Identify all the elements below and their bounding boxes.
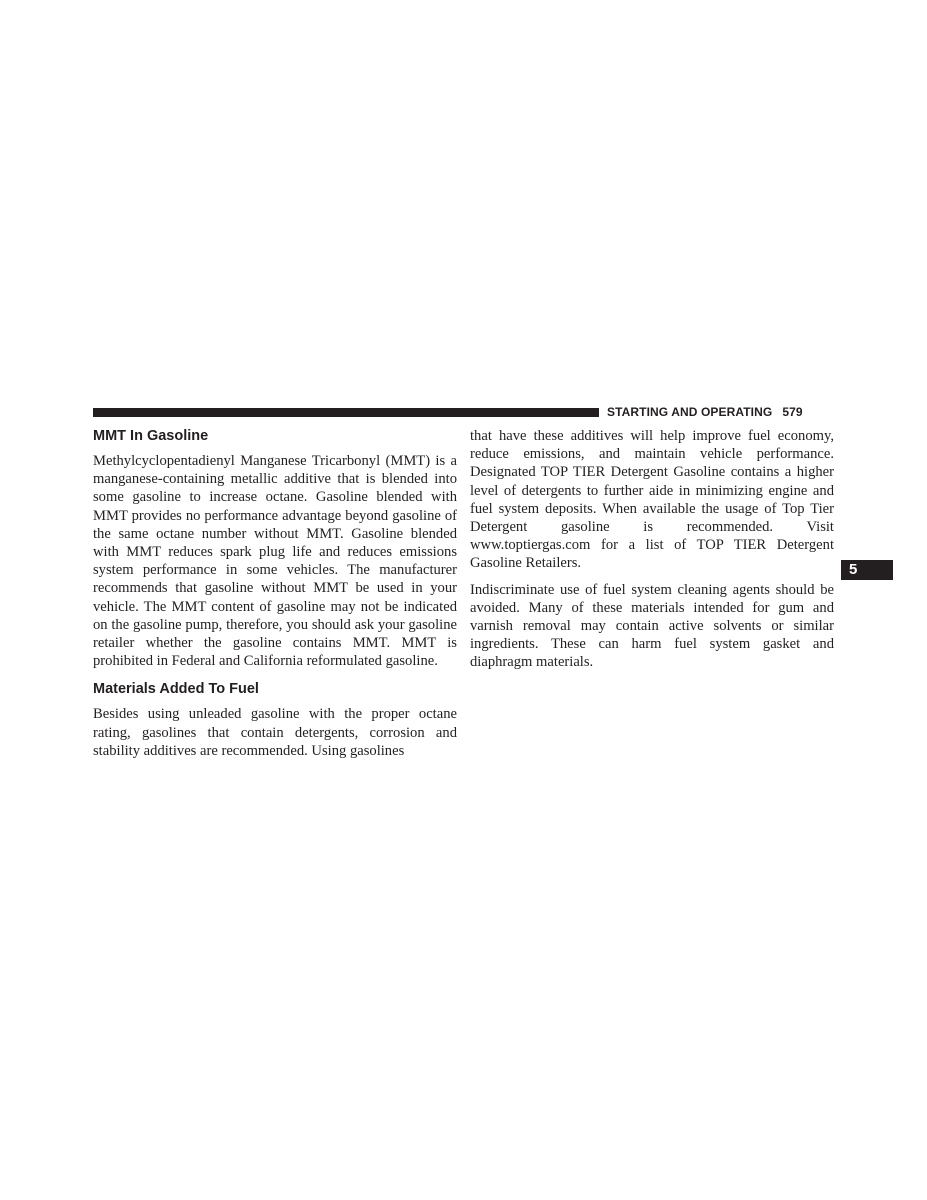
section-title: STARTING AND OPERATING [607,405,773,419]
paragraph-mmt: Methylcyclopentadienyl Manganese Tricarbonyl (MMT) is a manganese-containing metallic additive that is blended into some gasoline to increase octane. Gasoline blended with MMT provides no performance advantage beyond gasoline of the same octane number without MMT. Gasoline blended with MMT reduces spark plug life and reduces emissions system performance in some vehicles. The manufacturer recommends that gasoline without MMT be used in your vehicle. The MMT content of gasoline may not be indicated on the gasoline pump, therefore, you should ask your gasoline retailer whether the gasoline contains MMT. MMT is prohibited in Federal and California reformulated gasoline. [93,453,457,670]
header-rule [93,408,599,417]
chapter-tab [841,560,893,580]
paragraph-cleaning-agents: Indiscriminate use of fuel system cleaning agents should be avoided. Many of these materials intended for gum and varnish removal may contain active solvents or similar ingredients. These can harm fuel system gasket and diaphragm materials. [470,581,834,671]
paragraph-materials-continued: that have these additives will help improve fuel economy, reduce emissions, and maintain vehicle performance. Designated TOP TIER Detergent Gasoline contains a higher level of detergents to further aide in minimizing engine and fuel system deposits. When available the usage of Top Tier Detergent gasoline is recommended. Visit www.toptiergas.com for a list of TOP TIER Detergent Gasoline Retailers. [470,428,834,572]
running-header [607,404,803,420]
heading-mmt-in-gasoline: MMT In Gasoline [93,428,209,444]
heading-materials-added-to-fuel: Materials Added To Fuel [93,681,259,698]
paragraph-materials-start: Besides using unleaded gasoline with the proper octane rating, gasolines that contain detergents, corrosion and stability additives are recommended. Using gasolines [93,706,457,759]
page-number: 579 [782,405,803,419]
right-column [470,427,834,680]
left-column [93,427,457,768]
chapter-number: 5 [849,561,858,578]
